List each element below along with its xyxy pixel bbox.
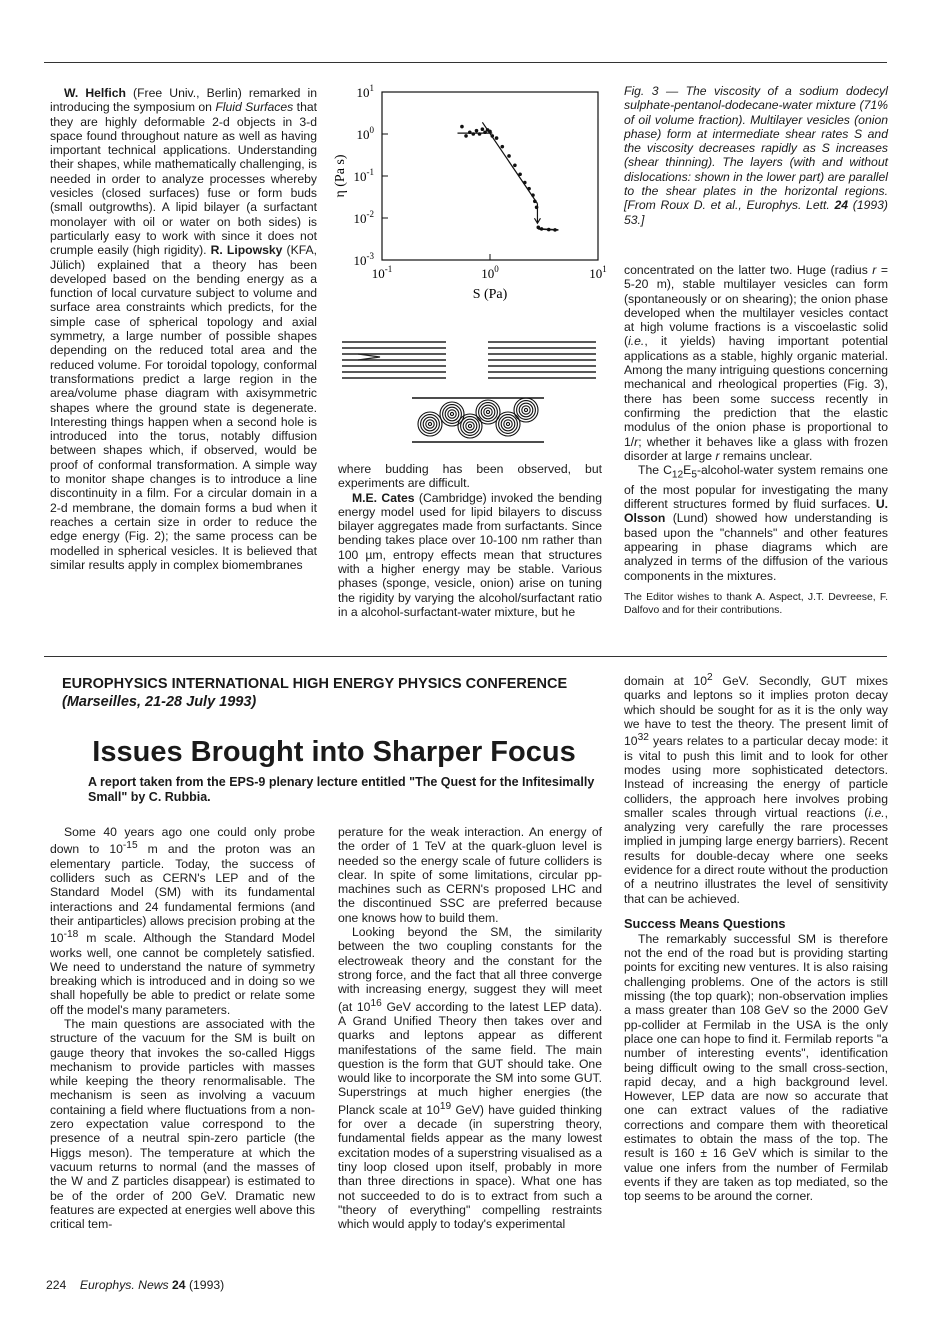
text: m scale. Although the Standard Model works well, one cannot be completely satisfied. We need to understand the nature of symmetry breaking which is introduced and in doing so we shall hopefully be able to predict or relate some off the model's many parameters.	[50, 931, 315, 1017]
conference-header	[62, 675, 602, 711]
top-col-3	[624, 263, 888, 617]
viscosity-chart	[330, 80, 620, 312]
text: ; whether it behaves like a glass with frozen disorder at large	[624, 434, 888, 463]
onion-ring	[501, 417, 515, 431]
onion-ring	[484, 408, 492, 416]
onion-ring	[481, 405, 495, 419]
text: GeV according to the latest LEP data). A Grand Unified Theory then takes over and quarks and leptons appear as different manifestations of the same field. The main question is the form that GUT should take. One would like to incorporate the SM into some GUT. Superstrings at much higher energies (the Planck scale at 10	[338, 999, 602, 1117]
top-col3-para1	[624, 263, 888, 463]
text: GeV) have guided thinking for over a decade (in superstring theory, fundamental fields appear as the many lowest excitation modes of a superstring visualised as a tiny loop closed upon itself, probably in more than three directions in space). What one has not succeeded to do is to extract from such a "theory of everything" compelling restraints which would apply to today's experimental	[338, 1102, 602, 1232]
data-point	[501, 145, 505, 149]
text: (KFA, Jülich) explained that a theory has been developed based on the bending energy as a function of local curvature subject to volume and surface area constraints which predicts, for the simple case of spherical topology and axial symmetry, a large number of possible shapes depending on the reduced total area and the reduced volume. For toroidal topology, conformal transformations predict a large region in the area/volume phase diagram with axisymmetric shapes where the ground state is degenerate. Interesting things happen when a second hole is introduced into the torus, notably diffusion between shapes which, if observed, would be proof of conformal transformation. A simple way to monitor shape changes is to introduce a line discontinuity in a film. For a circular domain in a 2-d membrane, the domain forms a bud when it reaches a certain size in order to reduce the edge energy (Fig. 2); the same process can be modelled in spherical vesicles. It is believed that similar results apply in complex biomembranes	[50, 243, 317, 572]
article-title: Issues Brought into Sharper Focus	[92, 736, 576, 768]
figure-caption	[624, 84, 888, 227]
onion-ring	[514, 398, 538, 422]
article-col-1	[50, 825, 315, 1231]
onion-ring	[448, 410, 456, 418]
onion-ring	[418, 412, 442, 436]
x-tick-label: $10^0$	[481, 264, 499, 281]
author-helfich: W. Helfich	[64, 86, 126, 100]
onion-ring	[506, 422, 509, 425]
text: The C	[638, 463, 672, 478]
data-point	[475, 129, 479, 133]
symposium-name: Fluid Surfaces	[215, 100, 294, 115]
page-footer	[46, 1278, 224, 1292]
text: -alcohol-water system remains one of the most popular for investigating the many different structures formed by fluid surfaces.	[624, 463, 888, 512]
plot-frame	[382, 92, 598, 260]
article-col1-para2: The main questions are associated with the structure of the vacuum for the SM is built on gauge theory that invokes the so-called Higgs mechanism to provide particles with masses while keeping the theory renormalisable. The mechanism is seen as involving a vacuum containing a field where fluctuations from a non-zero expectation value correspond to the presence of a neutral spin-zero particle (the Higgs meson). The temperature at which the vacuum returns to normal (and the masses of the W and Z particles disappear) is estimated to be of the order of 200 GeV. Dramatic new features are expected at energies well above this critical tem-	[50, 1016, 315, 1232]
article-col3-para1	[624, 671, 888, 906]
text: = 5-20 m), stable multilayer vesicles can form (spontaneously or on shearing); the onion phase developed when the multilayer vesicles contact at high volume fractions is a viscoelastic solid (	[624, 263, 888, 349]
y-axis-label: η (Pa s)	[333, 154, 348, 198]
onion-ring	[445, 407, 459, 421]
superscript: 16	[370, 997, 382, 1009]
data-point	[495, 136, 499, 140]
text: , it yields) having important potential applications as a stable, highly organic material. Among the many intriguing questions concerning mechanical and rheological properties (Fig. 3), there has been some success recently in confirming the prediction that the elastic modulus of the onion phase is proportional to 1/	[624, 334, 888, 449]
top-col3-para2	[624, 463, 888, 583]
text: E	[683, 463, 692, 478]
journal-name: Europhys. News	[79, 1278, 169, 1292]
onion-ring	[423, 417, 437, 431]
article-col-3	[624, 671, 888, 1204]
low-plateau-line	[538, 229, 558, 230]
section-rule	[44, 656, 887, 657]
data-point	[481, 127, 485, 131]
author-olsson: U. Olsson	[624, 497, 888, 526]
lamellar-layers-diagram	[338, 336, 600, 386]
onion-ring	[440, 402, 464, 426]
onion-ring	[463, 419, 477, 433]
text: Some 40 years ago one could only probe down to 10	[50, 825, 315, 857]
y-tick-label: $10^1$	[356, 83, 374, 100]
text: Looking beyond the SM, the similarity between the two coupling constants for the electroweak theory and the constant for the strong force, and the fact that all three converge with increasing energy, suggest they will meet (at 10	[338, 925, 602, 1014]
top-col-1	[50, 86, 317, 572]
text: concentrated on the latter two. Huge (radius	[624, 263, 873, 277]
top-col-2	[338, 462, 602, 619]
superscript: -18	[63, 929, 79, 941]
x-tick-label: $10^1$	[589, 264, 607, 281]
top-rule	[44, 62, 887, 63]
onion-ring	[524, 408, 527, 411]
text: GeV. Secondly, GUT mixes quarks and leptons so it implies proton decay which should be sought for as it is the only way we have to test the theory. The present limit of 10	[624, 674, 888, 749]
text: , analyzing very carefully the rare processes implied in jumping large energy barriers). Recent results for double-decay where one seeks evidence for a direct route without the production of a neutrino illustrates the level of sensitivity that can be achieved.	[624, 805, 888, 906]
text: (Cambridge) invoked the bending energy model used for lipid bilayers to discuss bilayer aggregates made from surfactants. Since bending takes place over 10-100 nm rather than 100 µm, entropy effects mean that structures with a higher energy may be stable. Various phases (sponge, vesicle, onion) arise on tuning the rigidity by varying the alcohol/surfactant ratio in a alcohol-surfactant-water mixture, but he	[338, 490, 602, 619]
top-col2-para1: where budding has been observed, but experiments are difficult.	[338, 462, 602, 491]
acknowledgement: The Editor wishes to thank A. Aspect, J.T. Devreese, F. Dalfovo and for their contributions.	[624, 591, 888, 616]
article-subtitle: A report taken from the EPS-9 plenary lecture entitled "The Quest for the Infitesimally Small" by C. Rubbia.	[88, 775, 595, 804]
y-tick-label: $10^{-1}$	[353, 167, 374, 184]
onion-ring	[496, 412, 520, 436]
caption-text: Fig. 3 — The viscosity of a sodium dodecyl sulphate-pentanol-dodecane-water mixture (71% of oil volume fraction). Multilayer vesicles (onion phase) form at intermediate shear rates S and the viscosity decreases rapidly as S increases (shear thinning). The layers (with and without dislocations: shown in the lower part) are parallel to the shear plates in the horizontal regions. [From Roux D. et al., Europhys. Lett.	[624, 84, 888, 213]
text: m and the proton was an elementary particle. Today, the success of colliders such as CERN's LEP and of the Standard Model (SM) with its fundamental interactions and 24 fundamental fermions (and their antiparticles) allows precision probing at the 10	[50, 842, 315, 946]
onion-ring	[458, 414, 482, 438]
author-lipowsky: R. Lipowsky	[210, 243, 283, 258]
conference-dates: (Marseilles, 21-28 July 1993)	[62, 694, 257, 710]
symbol-r: r	[872, 263, 877, 277]
subscript: 5	[691, 469, 697, 481]
article-col3-para2: The remarkably successful SM is therefore not the end of the road but is providing starting points for exciting new ventures. It is also raising challenging problems. One of the actors is still missing (the top quark); non-observation implies a mass greater than 108 GeV so the 2000 GeV pp-collider at Fermilab in the USA is the only place one can hope to find it. Fermilab reports "a number of interesting events", identification being difficult owing to the small cross-section, rapid decay, and a high background level. However, LEP data are now so accurate that one can extract values of the radiative corrections and compare them with theoretical estimates to obtain the mass of the top. The result is 160 ± 16 GeV which is similar to the value one infers from the number of Fermilab events if they are taken as top mediated, so the top seems to be around the corner.	[624, 931, 888, 1204]
article-col1-para1	[50, 825, 315, 1017]
journal-year: (1993)	[188, 1278, 225, 1292]
top-col1-para	[50, 86, 317, 572]
journal-volume: 24	[172, 1278, 186, 1292]
data-point	[464, 134, 468, 138]
caption-volume: 24	[834, 198, 849, 213]
onion-ring	[426, 420, 434, 428]
section-heading: Success Means Questions	[624, 915, 786, 931]
data-point	[513, 163, 517, 167]
x-tick-label: $10^{-1}$	[371, 264, 393, 281]
ie: i.e.	[628, 334, 645, 349]
superscript: -15	[122, 840, 138, 852]
onion-ring	[522, 406, 530, 414]
shear-thinning-line	[482, 122, 537, 203]
symbol-r: r	[715, 448, 720, 463]
y-tick-label: $10^{-3}$	[353, 251, 374, 268]
article-col2-para2	[338, 925, 602, 1231]
superscript: 32	[637, 732, 649, 744]
symbol-r: r	[634, 434, 639, 449]
onion-ring	[428, 422, 431, 425]
text: years relates to a particular decay mode: it is vital to push this limit and to look for other modes using more sophisticated detectors. Instead of increasing the energy of particle colliders, the approach here involves probing smaller scales through virtual reactions (	[624, 734, 888, 820]
article-col2-para1: perature for the weak interaction. An energy of the order of 1 TeV at the quark-gluon level is needed so the energy scale of future colliders is clear. In spite of some limitations, circular pp-machines such as CERN's proposed LHC and the discontinued SSC are preferred because one knows how to build them.	[338, 825, 602, 925]
subscript: 12	[671, 469, 684, 481]
onion-vesicles-diagram	[408, 388, 548, 446]
data-point	[460, 125, 464, 129]
ie: i.e.	[868, 805, 885, 820]
onion-ring	[466, 422, 474, 430]
onion-ring	[504, 420, 512, 428]
onion-ring	[450, 412, 453, 415]
superscript: 2	[707, 672, 713, 683]
onion-ring	[468, 424, 471, 427]
page-number: 224	[46, 1278, 67, 1292]
caption-text: (1993) 53.]	[624, 198, 888, 227]
conference-name: EUROPHYSICS INTERNATIONAL HIGH ENERGY PHYSICS CONFERENCE	[62, 676, 568, 692]
onion-ring	[519, 403, 533, 417]
top-col2-para2	[338, 491, 602, 620]
text: (Lund) showed how understanding is based upon the "channels" and other features appearing in phase diagrams which are analyzed in terms of the diffusion of the various components in the mixtures.	[624, 511, 888, 583]
y-tick-label: $10^0$	[356, 125, 374, 142]
author-cates: M.E. Cates	[352, 490, 415, 505]
text: (Free Univ., Berlin) remarked in introducing the symposium on	[50, 86, 317, 115]
onion-ring	[486, 410, 489, 413]
superscript: 19	[439, 1100, 452, 1112]
text: that they are highly deformable 2-d objects in 3-d space found throughout nature as well as having important technical applications. Understanding their shapes, while mathematically challenging, is needed in order to analyze processes whereby vesicles (closed surfaces) fuse or form buds (small outgrowths). A lipid bilayer (a surfactant monolayer with oil or water on both sides) is particularly easy to work with since it does not crumple easily (high rigidity).	[50, 100, 318, 258]
article-col-2	[338, 825, 602, 1231]
text: domain at 10	[624, 674, 708, 689]
data-point	[507, 154, 511, 158]
text: remains unclear.	[719, 448, 813, 463]
y-tick-label: $10^{-2}$	[353, 209, 374, 226]
x-axis-label: S (Pa)	[472, 287, 508, 302]
